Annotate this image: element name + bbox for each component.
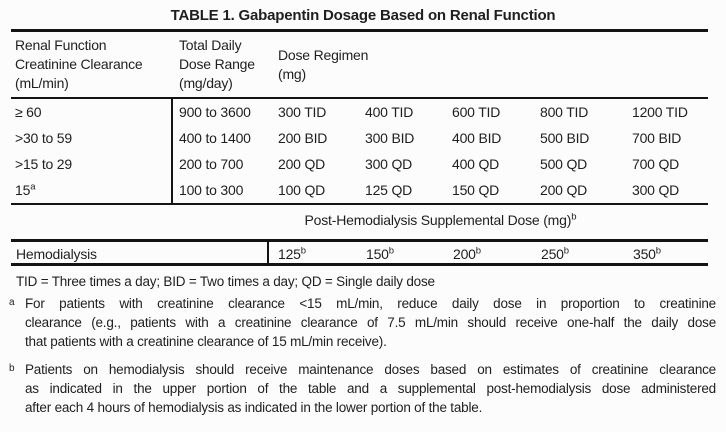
dose-cell: 300 TID: [278, 104, 327, 120]
footnote-ref: b: [300, 245, 307, 257]
table-header-row: [11, 29, 708, 99]
cell-value: >15 to 29: [15, 156, 72, 172]
dose-cell: 150 QD: [452, 182, 500, 198]
cell-value: 125: [278, 246, 301, 262]
table-row: [11, 99, 708, 125]
footnote-ref: a: [30, 181, 36, 193]
hemodialysis-label: Hemodialysis: [11, 242, 269, 266]
header-line: Dose Range: [179, 56, 255, 72]
cell-value: 200: [453, 246, 476, 262]
footnotes-section: [8, 272, 716, 417]
header-renal-function: [11, 32, 173, 97]
footnote-line: clearance (e.g., patients with a creatinine clearance of 7.5 mL/min should receive one-half the daily dose: [25, 315, 716, 330]
dose-cell: 700 QD: [632, 156, 680, 172]
footnote-ref: b: [388, 245, 395, 257]
cell-value: 350: [633, 246, 656, 262]
renal-function-cell: [11, 99, 173, 125]
dose-cell: 600 TID: [452, 104, 501, 120]
footnote-line: Patients on hemodialysis should receive maintenance doses based on estimates of creatinine clearance: [25, 362, 716, 377]
supplemental-dose-cell: [269, 246, 357, 262]
sub-header-text: Post-Hemodialysis Supplemental Dose (mg): [304, 212, 572, 228]
header-line: Dose Regimen: [278, 46, 369, 63]
cell-value: ≥ 60: [15, 104, 42, 120]
dose-cell: 500 QD: [540, 156, 588, 172]
supplemental-dose-cell: [532, 246, 624, 262]
dose-cell: 400 TID: [365, 104, 414, 120]
dose-range-cell: 900 to 3600: [179, 104, 251, 120]
cell-value: 150: [366, 246, 389, 262]
dose-cell: 1200 TID: [632, 104, 688, 120]
footnote-a-text: [25, 294, 716, 351]
cell-value: 15: [15, 182, 31, 198]
dose-cell: 300 QD: [632, 182, 680, 198]
supplemental-dose-cell: [624, 246, 708, 262]
footnote-line: that patients with a creatinine clearance of 15 mL/min receive).: [25, 334, 387, 349]
header-line: Renal Function: [15, 37, 107, 53]
abbreviation-key: TID = Three times a day; BID = Two times a day; QD = Single daily dose: [16, 274, 435, 289]
cell-value: >30 to 59: [15, 130, 72, 146]
header-dose-regimen: [270, 32, 708, 97]
footnote-ref: b: [655, 245, 662, 257]
cell-value: 250: [541, 246, 564, 262]
dose-cell: 100 QD: [278, 182, 326, 198]
table-title: TABLE 1. Gabapentin Dosage Based on Renal Function: [170, 7, 556, 24]
table-row: [11, 177, 708, 203]
sub-header-block: [11, 205, 708, 239]
dose-cell: 200 QD: [540, 182, 588, 198]
dosage-table: [11, 29, 708, 266]
table-body: [11, 99, 708, 205]
header-line: (mg/day): [179, 75, 233, 91]
dose-range-cell: 200 to 700: [179, 156, 244, 172]
dose-range-cell: 100 to 300: [179, 182, 244, 198]
footnote-ref: b: [475, 245, 482, 257]
supplemental-dose-cell: [357, 246, 444, 262]
footnote-ref: b: [563, 245, 570, 257]
dose-cell: 700 BID: [632, 130, 682, 146]
footnote-line: after each 4 hours of hemodialysis as indicated in the lower portion of the table.: [25, 400, 483, 415]
footnote-line: For patients with creatinine clearance <15 mL/min, reduce daily dose in proportion to creatinine: [25, 296, 716, 311]
table-row: [11, 125, 708, 151]
renal-function-cell: [11, 177, 173, 203]
dose-cell: 200 BID: [278, 130, 328, 146]
renal-function-cell: [11, 125, 173, 151]
header-line: (mg): [278, 65, 306, 82]
footnote-b: [8, 360, 716, 417]
dose-cell: 800 TID: [540, 104, 589, 120]
header-line: Total Daily: [179, 37, 242, 53]
dose-cell: 400 BID: [452, 130, 502, 146]
footnote-b-marker: b: [9, 363, 15, 374]
supplemental-dose-cell: [444, 246, 532, 262]
table-row: [11, 151, 708, 177]
footnote-ref: b: [571, 211, 577, 223]
dose-cell: 200 QD: [278, 156, 326, 172]
footnote-a: [8, 294, 716, 351]
footnote-a-marker: a: [9, 297, 15, 308]
dose-range-cell: 400 to 1400: [179, 130, 251, 146]
header-total-daily-dose: [173, 32, 270, 97]
header-line: (mL/min): [15, 75, 69, 91]
hemodialysis-row: [11, 239, 708, 266]
dose-cell: 300 BID: [365, 130, 415, 146]
footnote-b-text: [25, 360, 716, 417]
dose-cell: 125 QD: [365, 182, 413, 198]
dose-cell: 500 BID: [540, 130, 590, 146]
dose-cell: 400 QD: [452, 156, 500, 172]
header-line: Creatinine Clearance: [15, 56, 143, 72]
footnote-line: as indicated in the upper portion of the table and a supplemental post-hemodialysis dose administered: [25, 381, 716, 396]
renal-function-cell: [11, 151, 173, 177]
post-hemodialysis-header: [173, 205, 708, 228]
dose-cell: 300 QD: [365, 156, 413, 172]
